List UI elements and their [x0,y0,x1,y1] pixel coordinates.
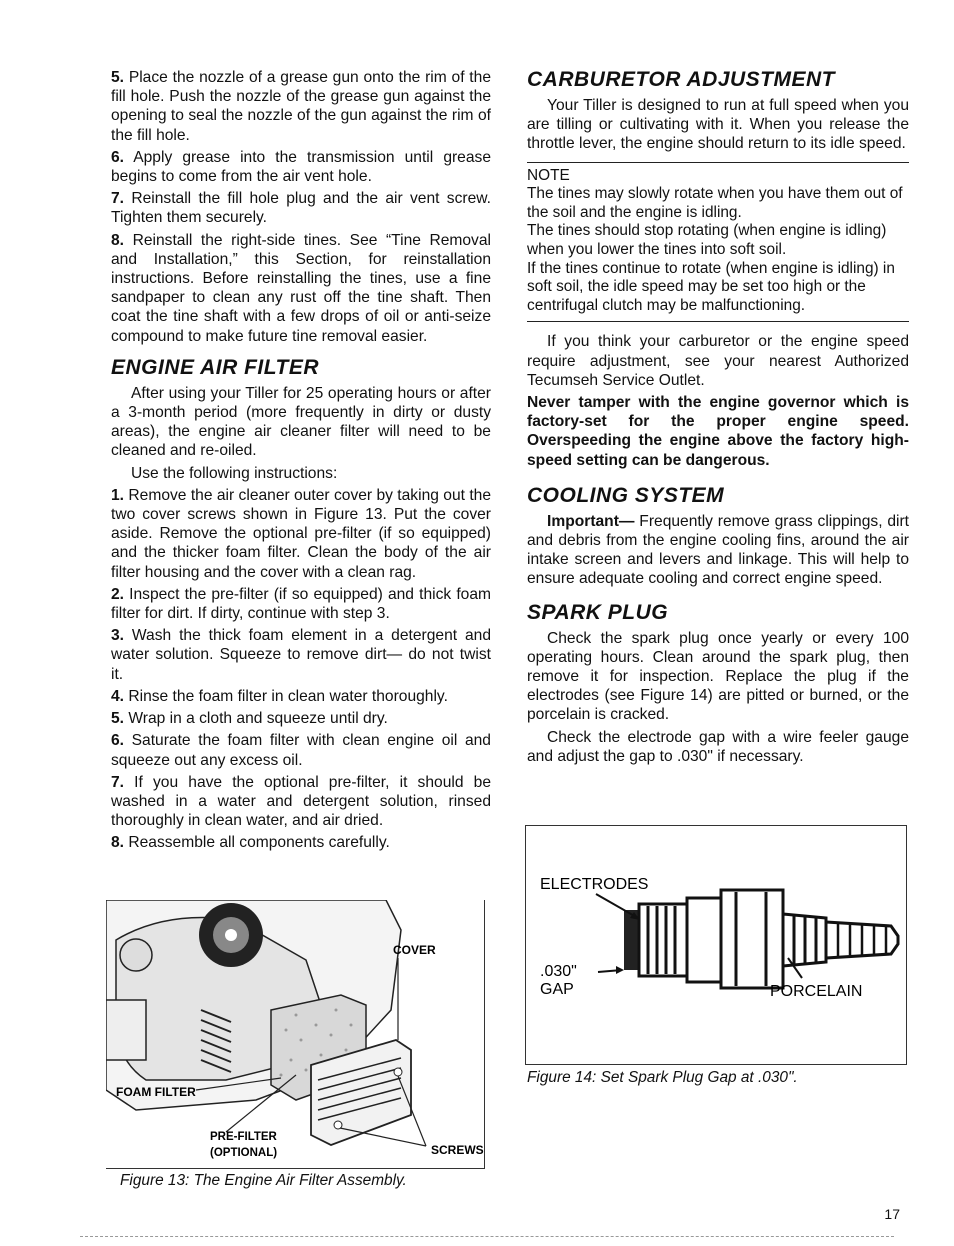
step-item [111,231,491,346]
step-number: 2. [111,585,125,603]
step-text: Reinstall the right-side tines. See “Tine Removal and Installation,” this Section, for reinstallation instructions. Before reinstalling the tines, use a fine sandpaper to clean any rust off the tine shaft. Then coat the tine shaft with a few drops of oil or anti-seize compound to make future tine removal easier. [111,231,491,345]
step-text: Inspect the pre-filter (if so equipped) and thick foam filter for dirt. If dirty, continue with step 3. [111,585,491,623]
step-item [111,709,491,728]
step-number: 3. [111,627,125,645]
spark-plug-p1: Check the spark plug once yearly or every 100 operating hours. Clean around the spark plug, then remove it for inspection. Replace the plug if the electrodes (see Figure 14) are pitted or burned, or the porcelain is cracked. [527,629,909,724]
carburetor-after-note: If you think your carburetor or the engine speed require adjustment, see your nearest Authorized Tecumseh Service Outlet. [527,333,909,389]
step-number: 4. [111,687,125,705]
step-text: Rinse the foam filter in clean water thoroughly. [128,687,448,705]
step-number: 1. [111,486,125,504]
label-electrodes: ELECTRODES [540,876,649,893]
carburetor-heading: CARBURETOR ADJUSTMENT [527,68,836,91]
note-line-1: The tines may slowly rotate when you have them out of the soil and the engine is idling. [527,185,903,221]
carburetor-intro: Your Tiller is designed to run at full speed when you are tilling or cultivating with it. When you release the throttle lever, the engine should return to its idle speed. [527,97,909,153]
step-text: Reinstall the fill hole plug and the air vent screw. Tighten them securely. [111,190,491,227]
air-filter-intro: After using your Tiller for 25 operating hours or after a 3-month period (more frequently in dirty or dusty areas), the engine air cleaner filter will need to be cleaned and re-oiled. [111,384,491,460]
spark-plug-illustration [526,826,906,1064]
step-item [111,68,491,145]
step-item [111,731,491,769]
spark-plug-heading: SPARK PLUG [527,600,669,624]
step-number: 8. [111,231,125,249]
left-column [111,68,491,856]
label-cover: COVER [393,943,436,957]
figure-14-box [525,825,907,1065]
step-text: Place the nozzle of a grease gun onto the rim of the fill hole. Push the nozzle of the grease gun against the opening to seal the nozzle of the gun against the rim of the fill hole. [111,69,491,144]
air-filter-steps [111,486,491,853]
step-text: Saturate the foam filter with clean engine oil and squeeze out any excess oil. [111,732,491,769]
step-item [111,486,491,582]
step-number: 8. [111,834,125,852]
step-number: 7. [111,190,125,208]
cooling-system-heading: COOLING SYSTEM [527,483,725,507]
step-number: 5. [111,710,125,728]
step-number: 7. [111,773,125,791]
step-item [111,148,491,186]
note-title: NOTE [527,166,570,184]
step-number: 6. [111,732,125,750]
air-filter-use-instructions: Use the following instructions: [131,464,338,482]
step-text: Reassemble all components carefully. [128,834,390,852]
label-screws: SCREWS [431,1143,484,1157]
step-text: Wrap in a cloth and squeeze until dry. [128,710,388,728]
important-label: Important— [547,512,635,530]
cooling-body: Frequently remove grass clippings, dirt and debris from the engine cooling fins, around the air intake screen and levers and linkage. This will help to ensure adequate cooling and correct engine speed. [527,512,909,588]
spark-plug-p2: Check the electrode gap with a wire feeler gauge and adjust the gap to .030" if necessary. [527,728,909,765]
air-filter-illustration [106,900,484,1168]
figure-13-box [106,900,485,1169]
step-item [111,773,491,831]
note-box [527,162,909,323]
figure-13-caption: Figure 13: The Engine Air Filter Assembly. [120,1172,407,1189]
label-porcelain: PORCELAIN [770,983,863,1000]
step-item [111,833,491,852]
note-line-3: If the tines continue to rotate (when engine is idling) in soft soil, the idle speed may be set too high or the centrifugal clutch may be malfunctioning. [527,259,895,314]
figure-14-caption: Figure 14: Set Spark Plug Gap at .030". [527,1069,798,1086]
page-number: 17 [884,1206,900,1222]
step-text: Apply grease into the transmission until grease begins to come from the air vent hole. [111,148,491,186]
step-text: If you have the optional pre-filter, it should be washed in a water and detergent solution, rinsed thoroughly in clean water, and air dried. [111,773,491,830]
step-item [111,585,491,623]
step-number: 5. [111,69,125,86]
step-item [111,626,491,684]
label-gap-value: .030" [540,963,577,980]
label-pre-filter-optional: (OPTIONAL) [210,1147,278,1159]
step-text: Wash the thick foam element in a detergent and water solution. Squeeze to remove dirt— do not twist it. [111,627,491,683]
right-column [527,68,909,769]
note-line-2: The tines should stop rotating (when engine is idling) when you lower the tines into soft soil. [527,222,887,258]
step-item [111,189,491,227]
transmission-steps [111,68,491,346]
step-item [111,687,491,706]
footer-rule [80,1236,894,1237]
step-number: 6. [111,148,125,166]
engine-air-filter-heading: ENGINE AIR FILTER [111,355,319,379]
label-pre-filter: PRE-FILTER [210,1131,277,1143]
cooling-text [527,512,909,589]
label-foam-filter: FOAM FILTER [116,1085,196,1099]
governor-warning: Never tamper with the engine governor which is factory-set for the proper engine speed. Overspeeding the engine above the factory high-speed setting can be dangerous. [527,393,909,469]
label-gap: GAP [540,981,574,998]
step-text: Remove the air cleaner outer cover by taking out the two cover screws shown in Figure 13. Put the cover aside. Remove the optional pre-filter (if so equipped) and the thicker foam filter. Clean the body of the air filter housing and the cover with a clean rag. [111,486,491,581]
